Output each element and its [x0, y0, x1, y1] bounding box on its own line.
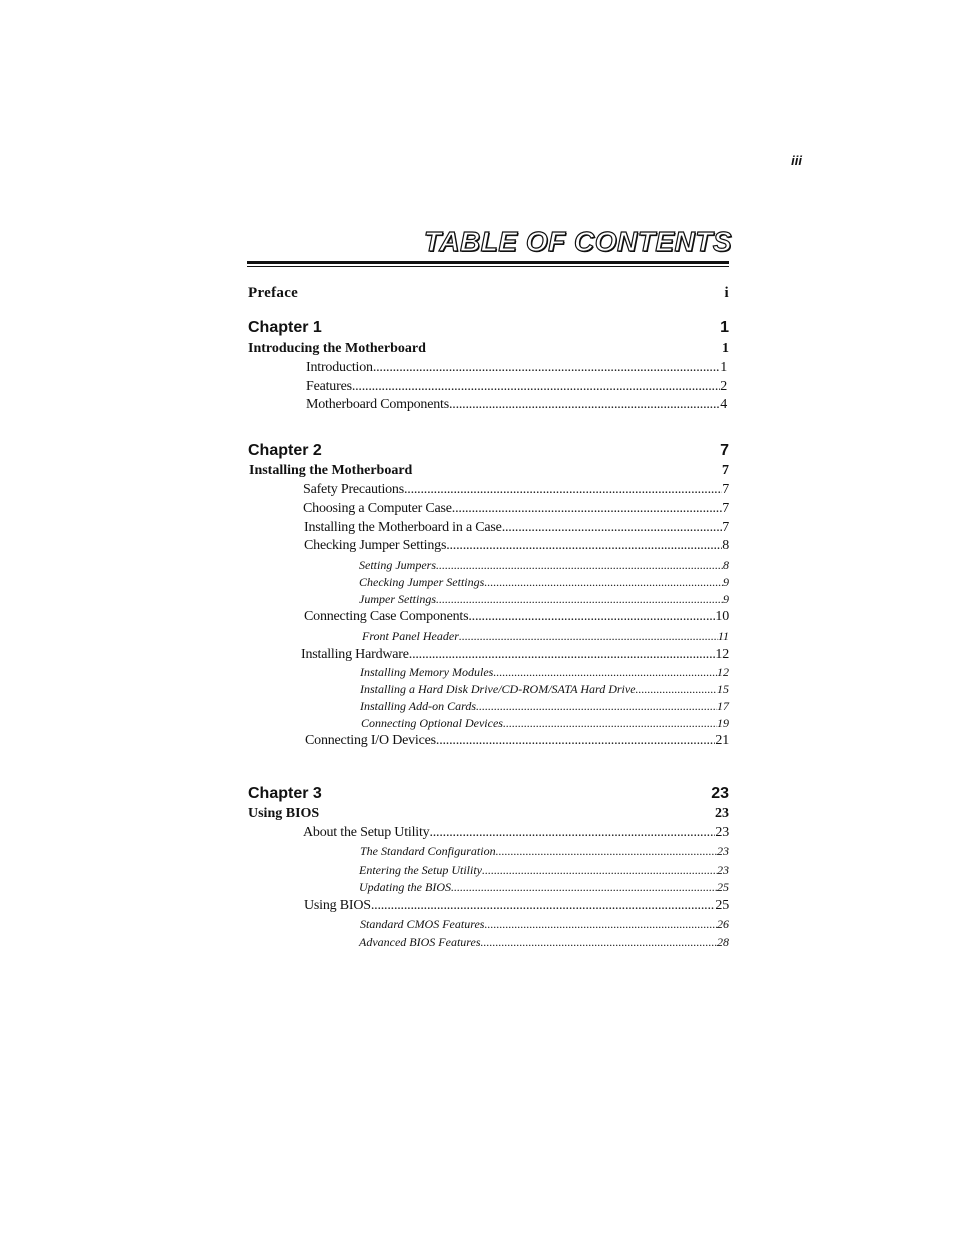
toc-entry[interactable]: [306, 397, 727, 413]
toc-entry[interactable]: [304, 538, 729, 554]
toc-entry-page: 23: [711, 785, 729, 802]
toc-entry-page: 23: [715, 825, 729, 840]
toc-entry[interactable]: [359, 558, 729, 573]
dot-leader: [459, 629, 718, 644]
dot-leader: [482, 863, 717, 878]
toc-entry-page: 8: [722, 538, 729, 553]
toc-entry-page: 25: [715, 898, 729, 913]
dot-leader: [496, 844, 717, 859]
dot-leader: [449, 397, 720, 413]
toc-entry-title: Motherboard Components: [306, 397, 449, 412]
toc-entry[interactable]: [248, 285, 729, 302]
toc-entry[interactable]: [360, 665, 729, 680]
page-title: TABLE OF CONTENTS: [423, 226, 732, 257]
toc-entry-page: 11: [717, 629, 729, 643]
dot-leader: [446, 538, 722, 554]
toc-entry[interactable]: [303, 482, 729, 498]
dot-leader: [636, 682, 717, 697]
toc-entry-title: Chapter 2: [248, 442, 322, 459]
dot-leader: [436, 733, 715, 749]
toc-entry-page: 1: [722, 341, 729, 356]
dot-leader: [503, 716, 717, 731]
toc-entry-title: Setting Jumpers: [359, 558, 436, 572]
toc-entry-title: Advanced BIOS Features: [359, 935, 481, 949]
toc-entry-page: 7: [722, 463, 729, 478]
dot-leader: [452, 501, 722, 517]
toc-entry-page: 17: [717, 699, 729, 713]
toc-entry-title: Checking Jumper Settings: [359, 575, 485, 589]
toc-entry-title: Features: [306, 379, 352, 394]
dot-leader: [484, 917, 717, 932]
toc-entry-page: 15: [717, 682, 729, 696]
toc-entry-page: 28: [717, 935, 729, 949]
toc-entry-page: 23: [717, 844, 729, 858]
toc-entry[interactable]: [305, 733, 729, 749]
toc-entry-title: Installing Add-on Cards: [360, 699, 477, 713]
toc-entry-title: Preface: [248, 285, 299, 301]
toc-entry-page: 21: [715, 733, 729, 748]
toc-entry-page: 7: [722, 520, 729, 535]
toc-entry[interactable]: [304, 520, 729, 536]
toc-entry[interactable]: [359, 863, 729, 878]
dot-leader: [493, 665, 717, 680]
toc-entry-title: Safety Precautions: [303, 482, 404, 497]
toc-entry-title: Introducing the Motherboard: [248, 341, 426, 356]
dot-leader: [404, 482, 722, 498]
toc-entry[interactable]: [359, 880, 729, 895]
toc-entry[interactable]: [359, 592, 729, 607]
dot-leader: [429, 825, 715, 841]
toc-entry-title: Checking Jumper Settings: [304, 538, 447, 553]
dot-leader: [373, 360, 720, 376]
toc-entry-title: The Standard Configuration: [360, 844, 496, 858]
toc-entry-page: 19: [717, 716, 729, 730]
toc-entry-title: Installing the Motherboard: [249, 463, 413, 478]
dot-leader: [352, 379, 720, 395]
toc-entry-page: 9: [723, 575, 729, 589]
toc-entry-page: 10: [715, 609, 729, 624]
toc-entry[interactable]: [360, 844, 729, 859]
toc-entry[interactable]: [303, 501, 729, 517]
toc-entry-page: 23: [715, 806, 729, 821]
toc-entry-page: 4: [720, 397, 727, 412]
toc-entry-page: 7: [720, 442, 729, 459]
toc-entry-page: 9: [723, 592, 729, 606]
chapter-heading[interactable]: [248, 442, 729, 460]
toc-entry-title: Using BIOS: [304, 898, 371, 913]
toc-entry-title: Entering the Setup Utility: [359, 863, 482, 877]
toc-entry-page: 1: [720, 360, 727, 375]
toc-entry-title: Installing Hardware: [301, 647, 409, 662]
dot-leader: [476, 699, 717, 714]
toc-entry-title: Connecting Optional Devices: [361, 716, 503, 730]
dot-leader: [502, 520, 722, 536]
toc-entry-title: Installing Memory Modules: [360, 665, 494, 679]
toc-entry[interactable]: [304, 898, 729, 914]
toc-entry-title: Front Panel Header: [362, 629, 459, 643]
dot-leader: [371, 898, 716, 914]
toc-entry[interactable]: [301, 647, 729, 663]
dot-leader: [436, 592, 723, 607]
toc-entry-title: Updating the BIOS: [359, 880, 451, 894]
toc-entry-title: Chapter 3: [248, 785, 322, 802]
toc-entry-page: 7: [722, 501, 729, 516]
toc-entry-page: 26: [717, 917, 729, 931]
toc-entry[interactable]: [361, 716, 729, 731]
toc-entry[interactable]: [362, 629, 729, 644]
toc-entry-page: 25: [717, 880, 729, 894]
toc-entry-title: About the Setup Utility: [303, 825, 430, 840]
toc-entry-title: Connecting I/O Devices: [305, 733, 436, 748]
toc-entry-title: Connecting Case Components: [304, 609, 469, 624]
toc-entry-title: Using BIOS: [248, 806, 320, 821]
dot-leader: [436, 558, 723, 573]
toc-entry-page: 8: [723, 558, 729, 572]
dot-leader: [468, 609, 715, 625]
toc-entry[interactable]: [304, 609, 729, 625]
dot-leader: [484, 575, 723, 590]
toc-entry-page: 2: [720, 379, 727, 394]
toc-entry[interactable]: [360, 917, 729, 932]
toc-entry-title: Standard CMOS Features: [360, 917, 485, 931]
section-heading[interactable]: [248, 341, 729, 357]
toc-entry-title: Choosing a Computer Case: [303, 501, 452, 516]
section-heading[interactable]: [248, 806, 729, 822]
toc-entry-page: 23: [717, 863, 729, 877]
toc-entry-page: 12: [715, 647, 729, 662]
chapter-heading[interactable]: [248, 319, 729, 337]
toc-entry[interactable]: [359, 935, 729, 950]
toc-entry[interactable]: [359, 575, 729, 590]
dot-leader: [481, 935, 717, 950]
chapter-heading[interactable]: [248, 785, 729, 803]
toc-entry[interactable]: [303, 825, 729, 841]
toc-entry[interactable]: [306, 360, 727, 376]
toc-entry-page: 7: [722, 482, 729, 497]
toc-entry-title: Installing the Motherboard in a Case: [304, 520, 502, 535]
toc-entry-title: Introduction: [306, 360, 373, 375]
dot-leader: [409, 647, 716, 663]
toc-entry-title: Chapter 1: [248, 319, 322, 336]
toc-entry[interactable]: [360, 682, 729, 697]
toc-entry-page: i: [724, 285, 729, 301]
toc-entry[interactable]: [360, 699, 729, 714]
toc-entry-page: 12: [717, 665, 729, 679]
toc-entry-title: Installing a Hard Disk Drive/CD-ROM/SATA Hard Drive: [360, 682, 636, 696]
toc-entry-title: Jumper Settings: [359, 592, 436, 606]
section-heading[interactable]: [249, 463, 729, 479]
dot-leader: [451, 880, 717, 895]
page-number: iii: [791, 153, 802, 168]
toc-entry[interactable]: [306, 379, 727, 395]
toc-entry-page: 1: [720, 319, 729, 336]
